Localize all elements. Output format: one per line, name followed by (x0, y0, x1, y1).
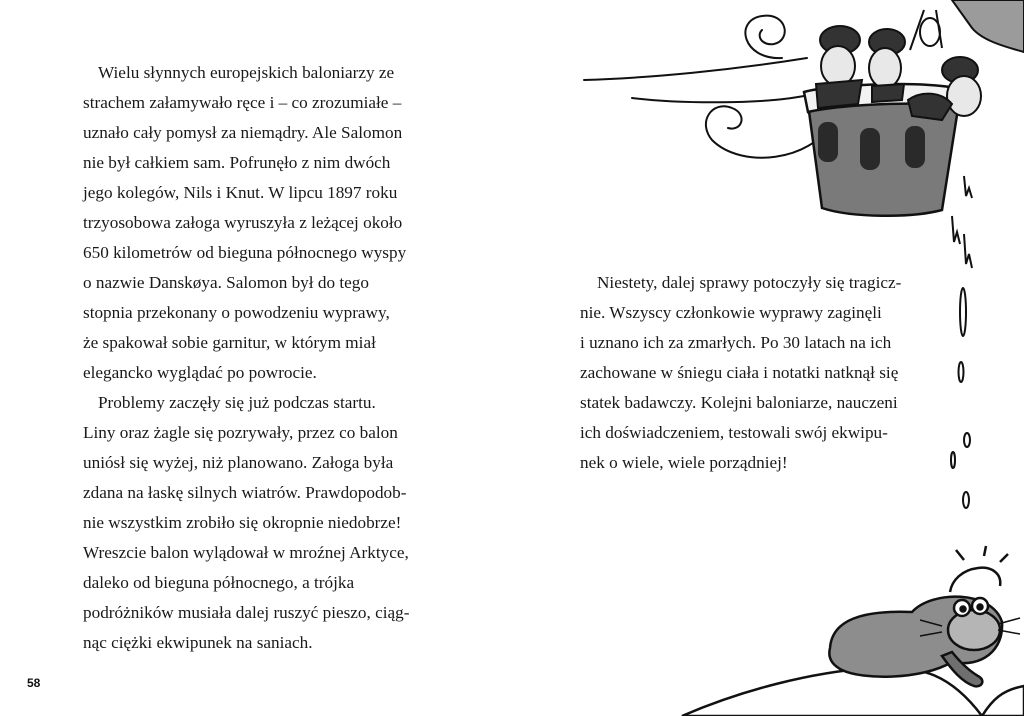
text-line: jego kolegów, Nils i Knut. W lipcu 1897 roku (83, 183, 398, 202)
text-line: nie był całkiem sam. Pofrunęło z nim dwóch (83, 153, 391, 172)
text-line: daleko od bieguna północnego, a trójka (83, 573, 355, 592)
text-line: elegancko wyglądać po powrocie. (83, 363, 317, 382)
text-line: uznało cały pomysł za niemądry. Ale Salomon (83, 123, 403, 142)
text-line: że spakował sobie garnitur, w którym miał (83, 333, 376, 352)
text-line: stopnia przekonany o powodzeniu wyprawy, (83, 303, 390, 322)
text-line: uniósł się wyżej, niż planowano. Załoga była (83, 453, 394, 472)
text-line: nie wszystkim zrobiło się okropnie niedobrze! (83, 513, 402, 532)
text-line: 650 kilometrów od bieguna północnego wyspy (83, 243, 407, 262)
text-line: Liny oraz żagle się pozrywały, przez co balon (83, 423, 398, 442)
balloon-envelope (952, 0, 1024, 52)
text-line: o nazwie Danskøya. Salomon był do tego (83, 273, 369, 292)
text-line: Problemy zaczęły się już podczas startu. (98, 393, 376, 412)
text-line: statek badawczy. Kolejni baloniarze, nauczeni (580, 393, 898, 412)
text-line: nąc ciężki ekwipunek na saniach. (83, 633, 313, 652)
text-line: Niestety, dalej sprawy potoczyły się tragicz- (597, 273, 902, 292)
text-line: zachowane w śniegu ciała i notatki natknął się (580, 363, 899, 382)
seal-illustration (682, 546, 1024, 716)
falling-drops (951, 176, 972, 508)
text-line: trzyosobowa załoga wyruszyła z leżącej około (83, 213, 403, 232)
text-line: podróżników musiała dalej ruszyć pieszo, ciąg- (83, 603, 410, 622)
text-line: ich doświadczeniem, testowali swój ekwipu- (580, 423, 888, 442)
text-line: strachem załamywało ręce i – co zrozumiałe – (83, 93, 402, 112)
text-line: Wielu słynnych europejskich baloniarzy ze (98, 63, 395, 82)
text-line: nek o wiele, wiele porządniej! (580, 453, 788, 472)
text-line: Wreszcie balon wylądował w mroźnej Arktyce, (83, 543, 409, 562)
text-line: nie. Wszyscy członkowie wyprawy zaginęli (580, 303, 882, 322)
right-page (512, 0, 1024, 716)
text-line: i uznano ich za zmarłych. Po 30 latach na ich (580, 333, 892, 352)
page-number: 58 (27, 676, 41, 690)
text-line: zdana na łaskę silnych wiatrów. Prawdopodob- (83, 483, 407, 502)
wind-lines (584, 16, 842, 158)
